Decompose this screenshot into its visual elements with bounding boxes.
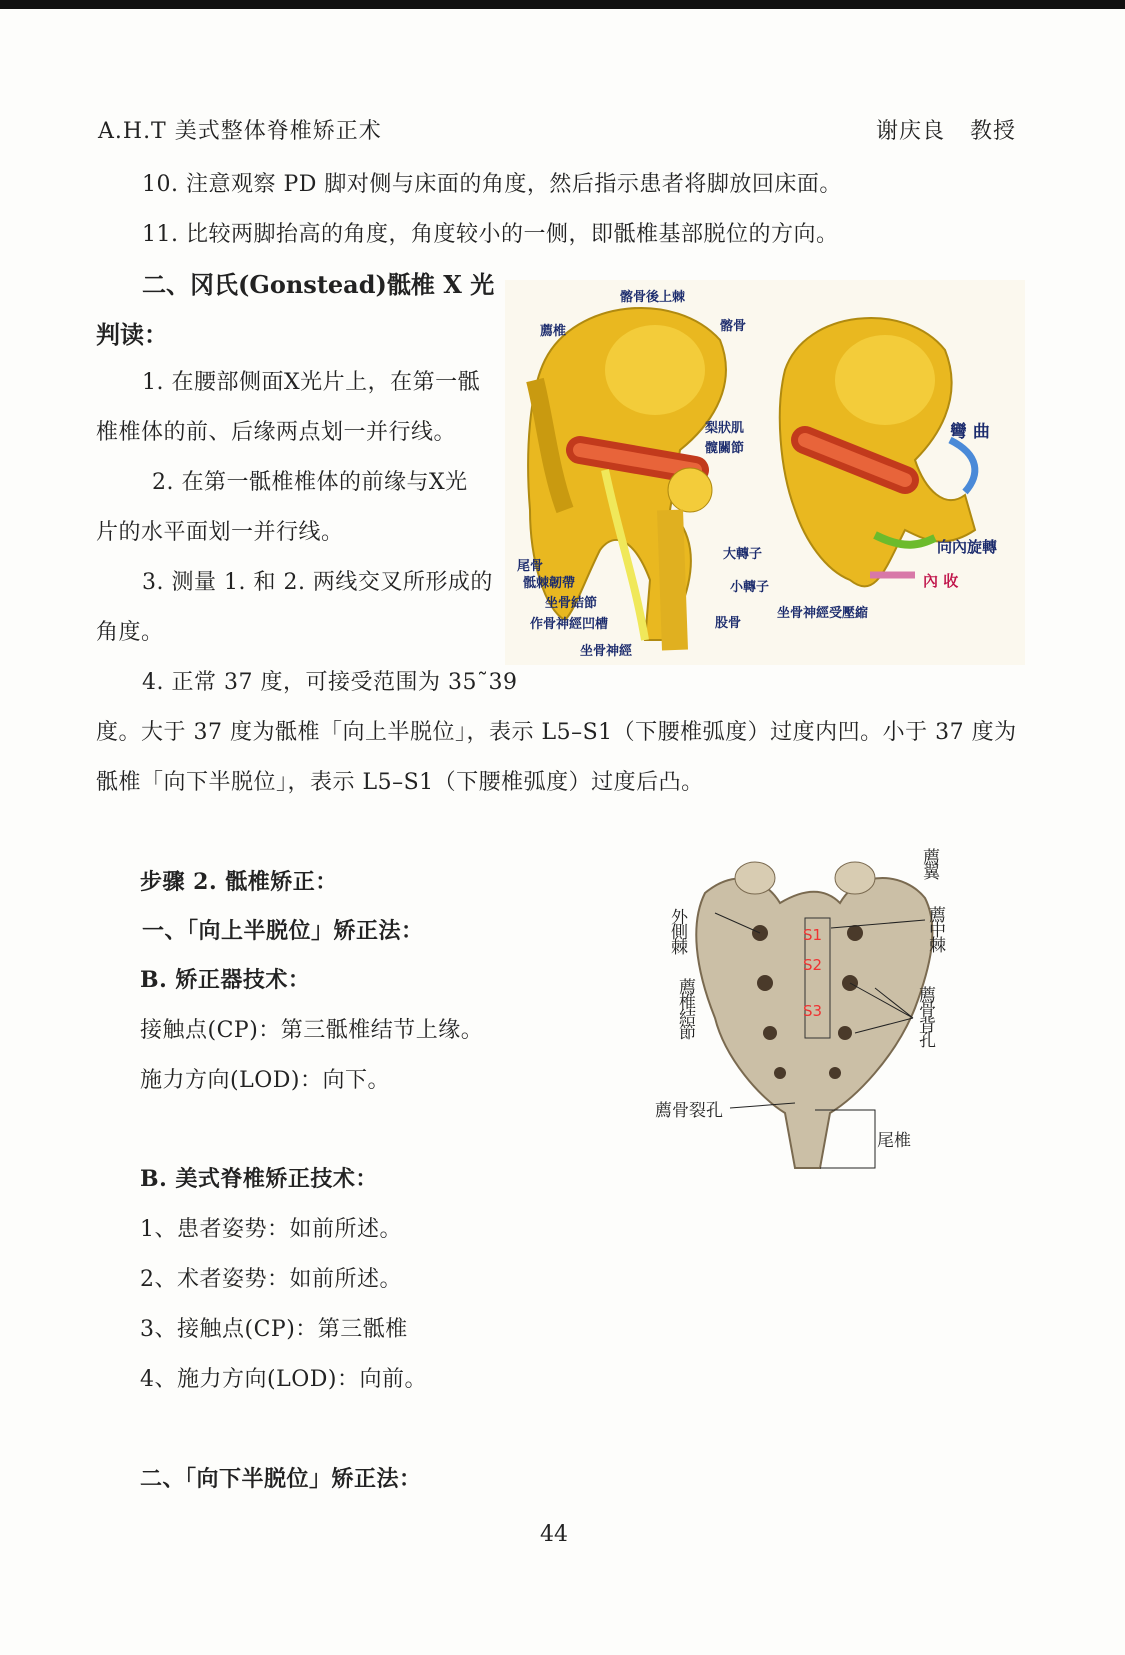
step2-contact-point: 接触点(CP)：第三骶椎结节上缘。: [140, 1018, 484, 1043]
step2-adjuster-tech: B. 矫正器技术：: [140, 967, 311, 993]
rule-2a: 2. 在第一骶椎椎体的前缘与X光: [152, 470, 468, 495]
label-sacrospinous: 骶棘韌帶: [523, 576, 576, 591]
sacrum-figure: [655, 848, 955, 1178]
label-sciatic-notch: 作骨神經凹槽: [530, 617, 609, 632]
label-lesser-trochanter: 小轉子: [730, 580, 770, 595]
header-title: A.H.T 美式整体脊椎矫正术: [98, 119, 382, 144]
author-name: 谢庆良: [876, 119, 946, 144]
label-coccyx: 尾骨: [517, 559, 544, 574]
label-internal-rotation: 向內旋轉: [937, 538, 998, 556]
label-sacral-tubercle: 薦椎結節: [675, 978, 695, 1038]
label-femur: 股骨: [715, 616, 742, 631]
section-heading: 二、冈氏(Gonstead)骶椎 X 光: [142, 270, 495, 299]
author-title: 教授: [970, 119, 1017, 144]
label-iliac-spine: 髂骨後上棘: [620, 290, 686, 305]
sacrum-label-s1: S1: [803, 926, 823, 944]
label-compressed-nerve: 坐骨神經受壓縮: [777, 606, 869, 621]
sacrum-label-s3: S3: [803, 1002, 823, 1020]
label-lateral-crest: 外側棘: [667, 908, 687, 953]
step2-lod: 施力方向(LOD)：向下。: [140, 1068, 390, 1093]
label-adduction: 內 收: [923, 572, 959, 590]
step2-american-tech: B. 美式脊椎矫正技术：: [140, 1166, 378, 1192]
step2-item-4: 4、施力方向(LOD)：向前。: [140, 1367, 427, 1392]
rule-1b: 椎椎体的前、后缘两点划一并行线。: [96, 420, 457, 445]
label-median-crest: 薦中棘: [925, 906, 945, 951]
rule-3b: 角度。: [96, 620, 164, 645]
label-piriformis: 梨狀肌: [705, 421, 745, 436]
label-greater-trochanter: 大轉子: [723, 547, 763, 562]
label-coccyx-vertebra: 尾椎: [877, 1131, 911, 1151]
step2-title: 步骤 2. 骶椎矫正：: [140, 869, 338, 895]
rule-1a: 1. 在腰部侧面X光片上，在第一骶: [142, 370, 481, 395]
step2-item-1: 1、患者姿势：如前所述。: [140, 1217, 402, 1242]
rule-3a: 3. 测量 1. 和 2. 两线交叉所形成的: [142, 570, 493, 595]
top-edge-bar: [0, 0, 1125, 9]
label-ischial-tuberosity: 坐骨結節: [545, 596, 598, 611]
label-sciatic-nerve: 坐骨神經: [580, 644, 633, 659]
step-10: 10. 注意观察 PD 脚对侧与床面的角度，然后指示患者将脚放回床面。: [142, 172, 842, 197]
step2-down-method: 二、「向下半脱位」矫正法：: [140, 1466, 422, 1492]
label-bend: 彎 曲: [950, 422, 990, 442]
step2-item-2: 2、术者姿势：如前所述。: [140, 1267, 402, 1292]
label-ilium: 髂骨: [720, 319, 747, 334]
step2-up-method: 一、「向上半脱位」矫正法：: [142, 918, 424, 944]
rule-2b: 片的水平面划一并行线。: [96, 520, 344, 545]
rule-4c: 骶椎「向下半脱位」，表示 L5–S1（下腰椎弧度）过度后凸。: [96, 770, 704, 795]
step-11: 11. 比较两脚抬高的角度，角度较小的一侧，即骶椎基部脱位的方向。: [142, 222, 839, 247]
label-sacral-wing: 薦翼: [919, 848, 939, 878]
label-dorsal-foramina: 薦骨背孔: [915, 986, 935, 1046]
section-heading-cont: 判读：: [96, 320, 168, 349]
label-sacral-hiatus: 薦骨裂孔: [655, 1101, 723, 1121]
page-number: 44: [540, 1522, 568, 1547]
label-sacrum: 薦椎: [540, 324, 567, 339]
label-hip-joint: 髋關節: [705, 441, 745, 456]
step2-item-3: 3、接触点(CP)：第三骶椎: [140, 1317, 408, 1342]
pelvis-figure: [505, 280, 1025, 665]
rule-4a: 4. 正常 37 度，可接受范围为 35˜39: [142, 670, 518, 695]
sacrum-label-s2: S2: [803, 956, 823, 974]
rule-4b: 度。大于 37 度为骶椎「向上半脱位」，表示 L5–S1（下腰椎弧度）过度内凹。小于 37 度为: [96, 720, 1017, 745]
